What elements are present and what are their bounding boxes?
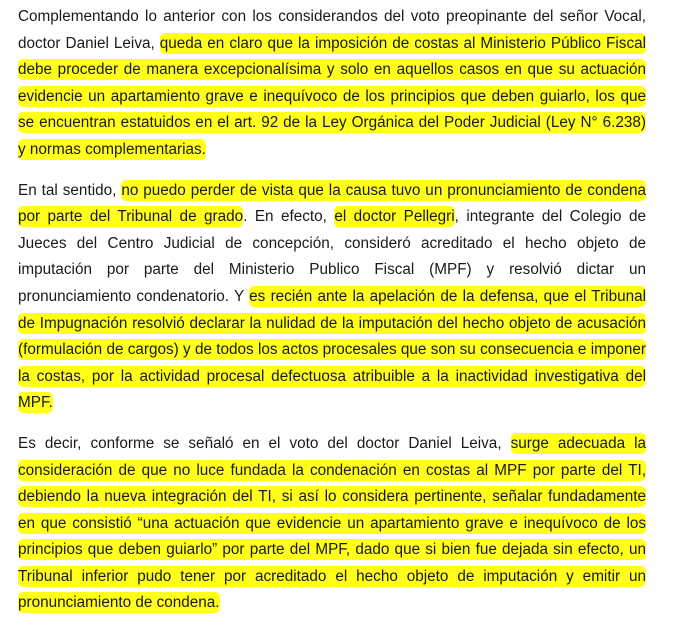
document-page bbox=[18, 4, 646, 631]
text-segment: Es decir, conforme se señaló en el voto del doctor Daniel Leiva, bbox=[18, 434, 511, 452]
paragraph-1 bbox=[18, 4, 646, 164]
highlighted-segment: no puedo perder de vista que la causa tuvo un pronunciamiento de condena por parte del Tribunal de grado bbox=[18, 181, 646, 226]
text-segment: . En efecto, bbox=[243, 208, 335, 226]
highlighted-segment: queda en claro que la imposición de costas al Ministerio Público Fiscal debe proceder de manera excepcionalísima y solo en aquellos casos en que su actuación evidencie un apartamiento grave e inequívoco de los principios que deben guiarlo, los que se encuentran estatuidos en el art. 92 de la Ley Orgánica del Poder Judicial (Ley N° 6.238) y normas complementarias. bbox=[18, 34, 646, 158]
text-segment: , integrante del Colegio de Jueces del Centro Judicial de concepción, consideró acreditado el hecho objeto de imputación por parte del Ministerio Publico Fiscal (MPF) y resolvió dictar un pronunciamiento condenatorio. Y bbox=[18, 208, 646, 305]
highlighted-segment: es recién ante la apelación de la defensa, que el Tribunal de Impugnación resolvió declarar la nulidad de la imputación del hecho objeto de acusación (formulación de cargos) y de todos los actos procesales que son su consecuencia e imponer la costas, por la actividad procesal defectuosa atribuible a la inactividad investigativa del MPF. bbox=[18, 287, 646, 412]
paragraph-2 bbox=[18, 178, 646, 417]
highlighted-segment: el doctor Pellegri bbox=[334, 208, 455, 226]
highlighted-segment: surge adecuada la consideración de que no luce fundada la condenación en costas al MPF por parte del TI, debiendo la nueva integración del TI, si así lo considera pertinente, señalar fundadamente en que consistió “una actuación que evidencie un apartamiento grave e inequívoco de los principios que deben guiarlo” por parte del MPF, dado que si bien fue dejada sin efecto, un Tribunal inferior pudo tener por acreditado el hecho objeto de imputación y emitir un pronunciamiento de condena. bbox=[18, 434, 647, 612]
text-segment: Complementando lo anterior con los considerandos del voto preopinante del señor Vocal, doctor Daniel Leiva, bbox=[18, 8, 646, 52]
paragraph-3 bbox=[18, 431, 646, 617]
text-segment: En tal sentido, bbox=[18, 181, 122, 199]
